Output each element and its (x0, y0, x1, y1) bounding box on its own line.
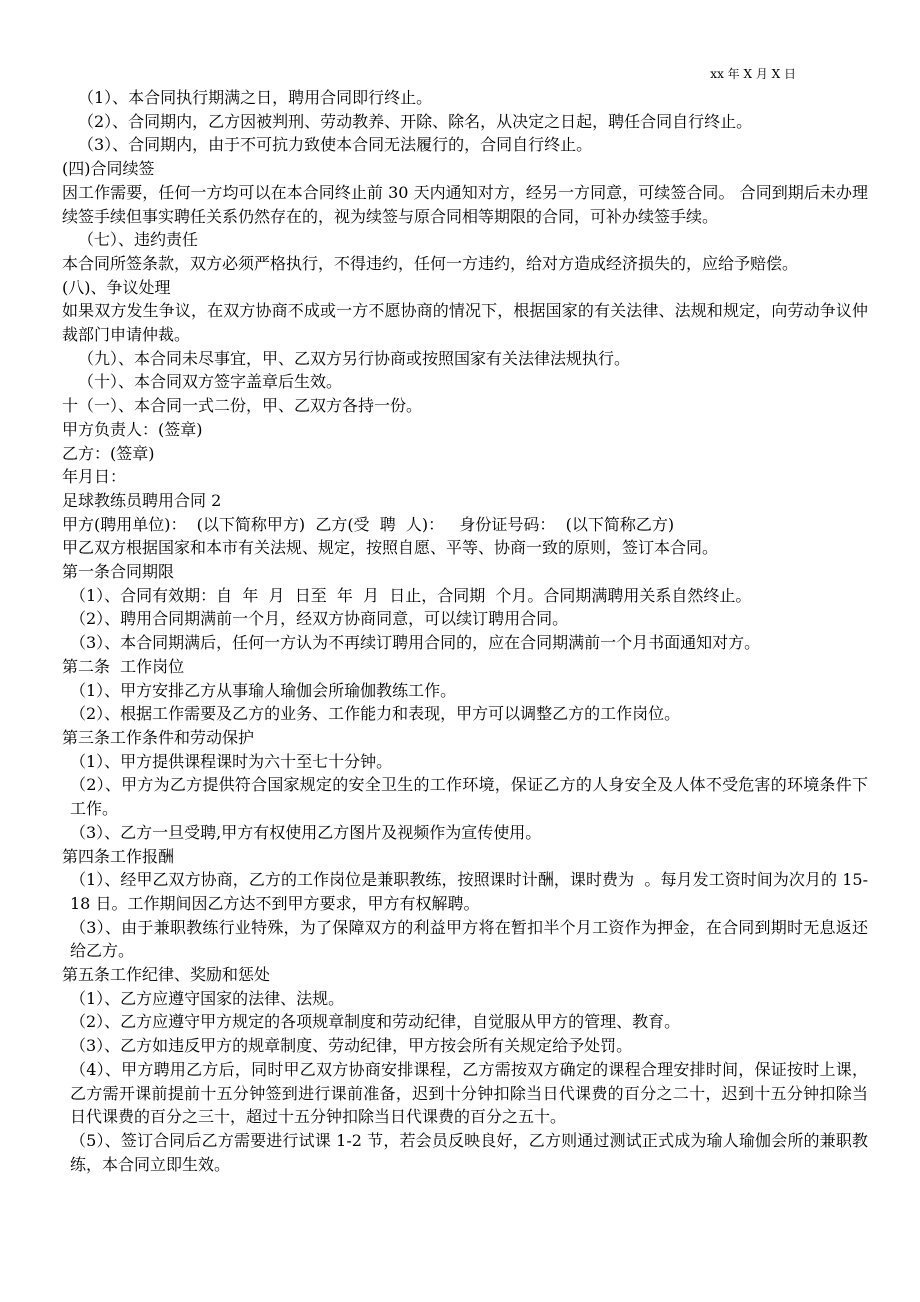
parties-line: 甲方(聘用单位)： (以下简称甲方) 乙方(受 聘 人)： 身份证号码： (以下简称乙方) (62, 514, 675, 534)
article-4-item-3: （3）、由于兼职教练行业特殊，为了保障双方的利益甲方将在暂扣半个月工资作为押金，在合同到期时无息返还给乙方。 (70, 917, 868, 961)
article-3-item-3: （3）、乙方一旦受聘,甲方有权使用乙方图片及视频作为宣传使用。 (70, 822, 542, 842)
clause-nine: （九）、本合同未尽事宜，甲、乙双方另行协商或按照国家有关法律法规执行。 (78, 348, 631, 368)
paragraph-liability: 本合同所签条款，双方必须严格执行，不得违约，任何一方违约，给对方造成经济损失的，应给予赔偿。 (62, 253, 799, 273)
article-2-item-2: （2）、根据工作需要及乙方的业务、工作能力和表现，甲方可以调整乙方的工作岗位。 (70, 704, 681, 724)
article-5-item-1: （1）、乙方应遵守国家的法律、法规。 (70, 988, 345, 1008)
signature-party-b: 乙方：(签章) (62, 443, 155, 463)
article-1-heading: 第一条合同期限 (62, 562, 175, 582)
preamble: 甲乙双方根据国家和本市有关法规、规定，按照自愿、平等、协商一致的原则，签订本合同。 (62, 538, 719, 558)
section-heading-dispute: (八)、争议处理 (62, 277, 171, 297)
article-3-heading: 第三条工作条件和劳动保护 (62, 727, 255, 747)
paragraph-renewal: 因工作需要，任何一方均可以在本合同终止前 30 天内通知对方，经另一方同意，可续签合同。 合同到期后未办理续签手续但事实聘任关系仍然存在的，视为续签与原合同相等期限的合同，可补办续签手续。 (62, 182, 868, 226)
section-heading-renewal: (四)合同续签 (62, 159, 155, 179)
clause-termination-1: （1）、本合同执行期满之日，聘用合同即行终止。 (78, 88, 433, 107)
article-3-item-1: （1）、甲方提供课程课时为六十至七十分钟。 (70, 751, 393, 771)
article-2-heading: 第二条 工作岗位 (62, 656, 185, 676)
clause-ten: （十）、本合同双方签字盖章后生效。 (78, 372, 343, 392)
signature-party-a: 甲方负责人：(签章) (62, 419, 203, 439)
paragraph-dispute: 如果双方发生争议，在双方协商不成或一方不愿协商的情况下，根据国家的有关法律、法规和规定，向劳动争议仲裁部门申请仲裁。 (62, 301, 868, 345)
article-5-item-5: （5）、签订合同后乙方需要进行试课 1-2 节，若会员反映良好，乙方则通过测试正式成为瑜人瑜伽会所的兼职教练，本合同立即生效。 (70, 1130, 868, 1174)
contract-2-title: 足球教练员聘用合同 2 (62, 490, 222, 510)
header-date: xx 年 X 月 X 日 (710, 67, 796, 81)
section-heading-liability: （七）、违约责任 (78, 230, 199, 250)
article-5-item-4: （4）、甲方聘用乙方后，同时甲乙双方协商安排课程，乙方需按双方确定的课程合理安排时间，保证按时上课，乙方需开课前提前十五分钟签到进行课前准备，迟到十分钟扣除当日代课费的百分之二十，迟到十五分钟扣除当日代课费的百分之三十，超过十五分钟扣除当日代课费的百分之五十。 (70, 1059, 868, 1127)
article-5-item-2: （2）、乙方应遵守甲方规定的各项规章制度和劳动纪律，自觉服从甲方的管理、教育。 (70, 1012, 681, 1032)
clause-termination-3: （3）、合同期内，由于不可抗力致使本合同无法履行的，合同自行终止。 (78, 135, 593, 155)
article-1-item-3: （3）、本合同期满后，任何一方认为不再续订聘用合同的，应在合同期满前一个月书面通知对方。 (70, 633, 761, 653)
clause-termination-2: （2）、合同期内，乙方因被判刑、劳动教养、开除、除名，从决定之日起，聘任合同自行终止。 (78, 111, 753, 131)
article-4-item-1: （1）、经甲乙双方协商，乙方的工作岗位是兼职教练，按照课时计酬，课时费为 。每月发工资时间为次月的 15-18 日。工作期间因乙方达不到甲方要求，甲方有权解聘。 (70, 870, 868, 913)
signature-date: 年月日： (62, 467, 127, 487)
article-3-item-2: （2）、甲方为乙方提供符合国家规定的安全卫生的工作环境，保证乙方的人身安全及人体不受危害的环境条件下工作。 (70, 775, 868, 819)
article-5-heading: 第五条工作纪律、奖励和惩处 (62, 965, 271, 985)
article-2-item-1: （1）、甲方安排乙方从事瑜人瑜伽会所瑜伽教练工作。 (70, 680, 457, 700)
article-1-item-1: （1）、合同有效期：自 年 月 日至 年 月 日止，合同期 个月。合同期满聘用关系自然终止。 (70, 585, 752, 605)
document-body (62, 86, 868, 1176)
clause-eleven: 十（一）、本合同一式二份，甲、乙双方各持一份。 (62, 396, 423, 416)
article-1-item-2: （2）、聘用合同期满前一个月，经双方协商同意，可以续订聘用合同。 (70, 609, 569, 629)
article-4-heading: 第四条工作报酬 (62, 846, 175, 866)
article-5-item-3: （3）、乙方如违反甲方的规章制度、劳动纪律，甲方按会所有关规定给予处罚。 (70, 1036, 633, 1056)
